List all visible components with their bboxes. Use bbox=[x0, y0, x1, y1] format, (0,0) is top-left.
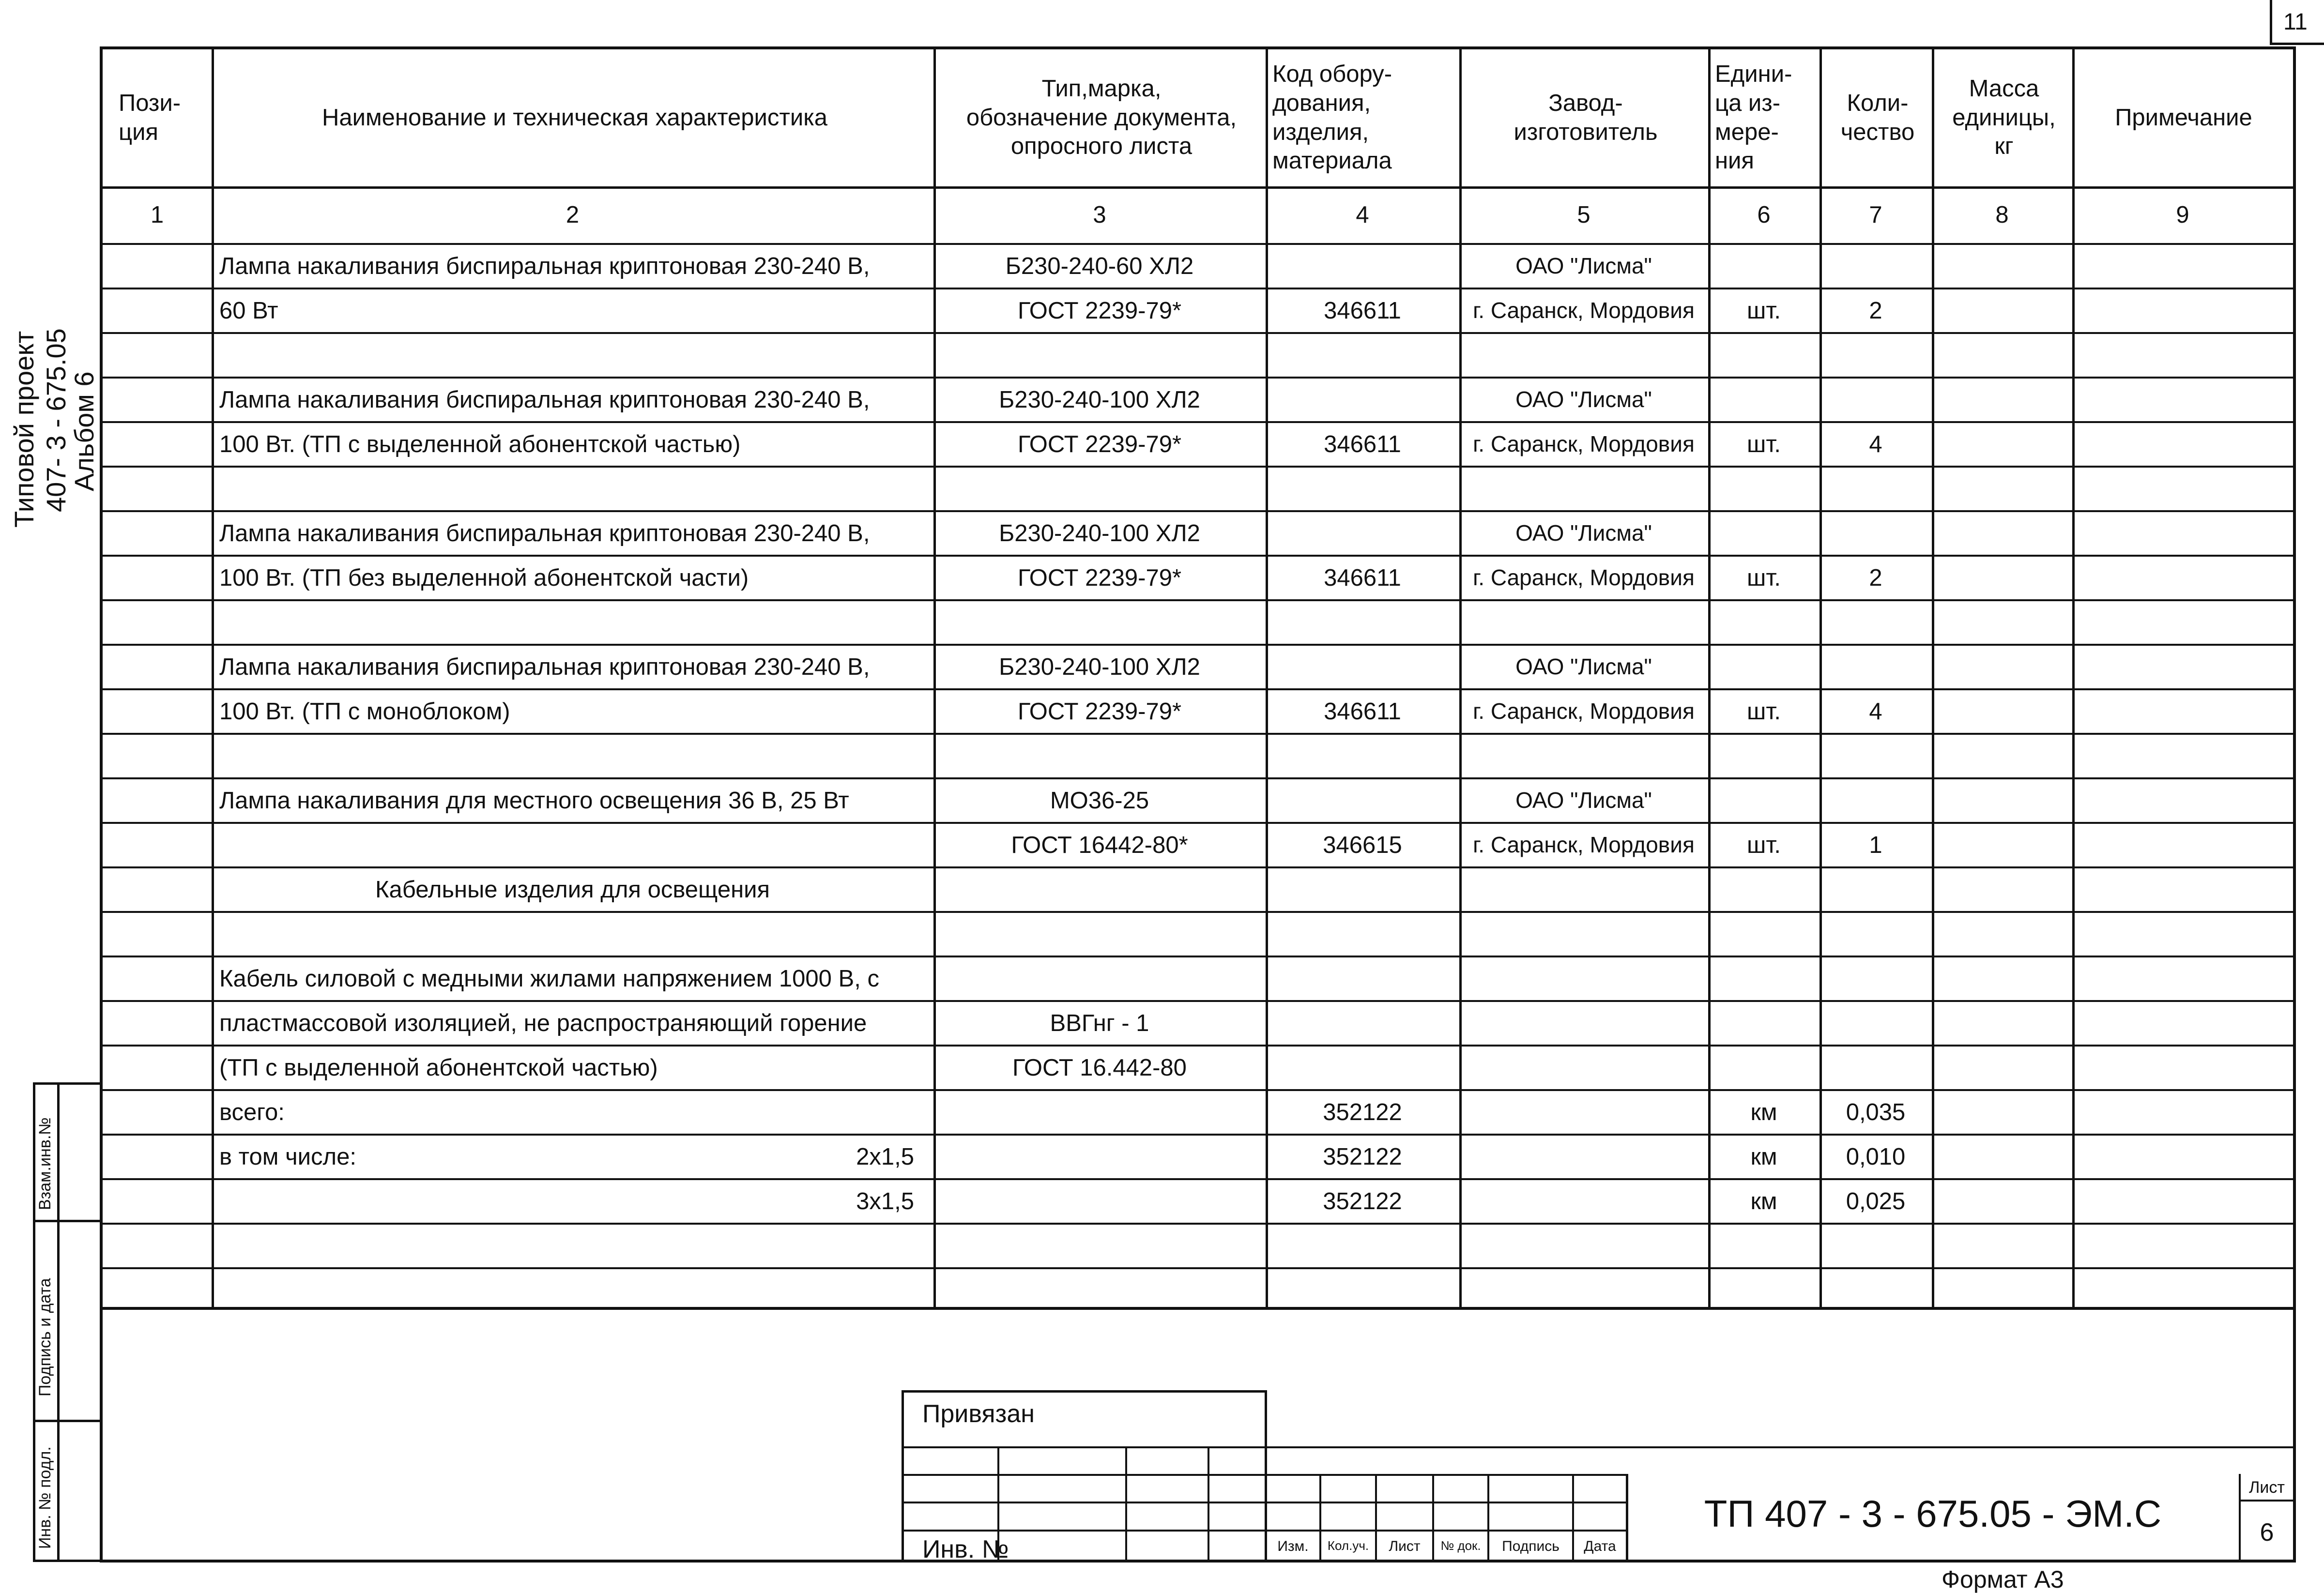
row-line bbox=[100, 288, 2296, 289]
row-name: в том числе: bbox=[219, 1144, 356, 1170]
tb-line bbox=[902, 1390, 1267, 1393]
row-name: 60 Вт bbox=[219, 298, 278, 324]
row-code: 346611 bbox=[1324, 698, 1401, 725]
stamp-strip-border bbox=[33, 1082, 101, 1085]
row-code: 346611 bbox=[1324, 565, 1401, 591]
row-name: 100 Вт. (ТП с моноблоком) bbox=[219, 698, 510, 725]
row-qty: 2 bbox=[1869, 565, 1882, 591]
frame-left bbox=[100, 46, 103, 1563]
row-type: МО36-25 bbox=[1050, 788, 1149, 814]
side-title-line-1: Типовой проект bbox=[9, 331, 39, 528]
row-name: Лампа накаливания биспиральная криптоновая 230-240 В, bbox=[219, 654, 870, 680]
header-code: Код обору- дования, изделия, материала bbox=[1272, 61, 1392, 174]
sig-col-list: Лист bbox=[1389, 1538, 1421, 1554]
inv-no-label: Инв. № bbox=[922, 1535, 1009, 1563]
row-line bbox=[100, 243, 2296, 245]
header-name: Наименование и техническая характеристика bbox=[321, 104, 827, 131]
row-maker: г. Саранск, Мордовия bbox=[1473, 431, 1695, 456]
tb-line bbox=[902, 1390, 904, 1562]
header-note: Примечание bbox=[2115, 104, 2252, 131]
row-code: 346611 bbox=[1324, 298, 1401, 324]
row-name: пластмассовой изоляцией, не распространяющий горение bbox=[219, 1010, 867, 1036]
row-name: Лампа накаливания биспиральная криптоновая 230-240 В, bbox=[219, 253, 870, 279]
row-type: ГОСТ 2239-79* bbox=[1017, 565, 1182, 591]
stamp-strip-border bbox=[33, 1220, 101, 1222]
sig-col-izm: Изм. bbox=[1277, 1538, 1309, 1554]
row-line bbox=[100, 377, 2296, 379]
tb-line bbox=[2239, 1500, 2295, 1502]
header-position bbox=[104, 49, 212, 186]
column-number: 1 bbox=[150, 202, 164, 228]
stamp-podpis-data: Подпись и дата bbox=[36, 1278, 54, 1396]
header-qty: Коли- чество bbox=[1840, 90, 1915, 145]
stamp-strip-border bbox=[57, 1083, 60, 1562]
row-type: Б230-240-60 ХЛ2 bbox=[1005, 253, 1194, 279]
row-name: Кабель силовой с медными жилами напряжением 1000 В, с bbox=[219, 966, 879, 992]
row-name: Лампа накаливания биспиральная криптоновая 230-240 В, bbox=[219, 387, 870, 413]
row-type: ГОСТ 16.442-80 bbox=[1012, 1055, 1187, 1081]
tb-line bbox=[902, 1446, 2296, 1448]
column-number: 4 bbox=[1356, 202, 1369, 228]
header-maker: Завод- изготовитель bbox=[1514, 90, 1658, 145]
row-qty: 4 bbox=[1869, 431, 1882, 457]
row-name: Кабельные изделия для освещения bbox=[375, 877, 770, 903]
side-title-line-2: 407- 3 - 675.05 bbox=[41, 328, 71, 512]
sig-col-doc: № док. bbox=[1440, 1538, 1481, 1553]
tb-line bbox=[1208, 1446, 1209, 1560]
row-line bbox=[100, 777, 2296, 779]
row-line bbox=[100, 1178, 2296, 1180]
column-number: 7 bbox=[1869, 202, 1882, 228]
row-qty: 1 bbox=[1869, 832, 1882, 858]
tb-line bbox=[1265, 1390, 1267, 1562]
tb-line bbox=[902, 1502, 1628, 1503]
row-maker: ОАО "Лисма" bbox=[1515, 387, 1652, 412]
row-code: 352122 bbox=[1323, 1144, 1402, 1170]
column-number: 3 bbox=[1093, 202, 1106, 228]
row-unit: км bbox=[1750, 1188, 1777, 1214]
row-line bbox=[100, 822, 2296, 824]
header-bottom-line bbox=[100, 186, 2296, 189]
page-number-border bbox=[2270, 0, 2272, 44]
stamp-strip-border bbox=[33, 1083, 35, 1562]
row-name-size: 3х1,5 bbox=[856, 1188, 914, 1214]
row-line bbox=[100, 1000, 2296, 1002]
row-name: Лампа накаливания биспиральная криптоновая 230-240 В, bbox=[219, 520, 870, 546]
stamp-strip-border bbox=[33, 1560, 101, 1562]
table-bottom-line bbox=[100, 1307, 2296, 1310]
row-line bbox=[100, 510, 2296, 512]
stamp-strip-border bbox=[33, 1420, 101, 1422]
row-line bbox=[100, 911, 2296, 913]
privyazan-label: Привязан bbox=[922, 1400, 1035, 1428]
row-qty: 0,035 bbox=[1846, 1099, 1906, 1125]
row-type: Б230-240-100 ХЛ2 bbox=[999, 520, 1200, 546]
sheet-number: 6 bbox=[2260, 1518, 2274, 1547]
row-type: ГОСТ 16442-80* bbox=[1011, 832, 1188, 858]
frame-bottom bbox=[100, 1560, 2296, 1563]
row-line bbox=[100, 1045, 2296, 1047]
row-unit: шт. bbox=[1747, 431, 1781, 457]
row-unit: км bbox=[1750, 1099, 1777, 1125]
row-maker: г. Саранск, Мордовия bbox=[1473, 698, 1695, 724]
frame-right bbox=[2293, 46, 2296, 1563]
stamp-vzam-inv: Взам.инв.№ bbox=[36, 1117, 54, 1210]
row-line bbox=[100, 466, 2296, 468]
column-line bbox=[2072, 46, 2075, 1308]
row-line bbox=[100, 1223, 2296, 1225]
row-unit: шт. bbox=[1747, 298, 1781, 324]
row-type: ГОСТ 2239-79* bbox=[1017, 431, 1182, 457]
sig-col-podpis: Подпись bbox=[1502, 1538, 1560, 1554]
row-name: 100 Вт. (ТП с выделенной абонентской частью) bbox=[219, 431, 741, 457]
row-line bbox=[100, 332, 2296, 334]
header-type: Тип,марка, обозначение документа, опросного листа bbox=[966, 75, 1237, 160]
row-type: ГОСТ 2239-79* bbox=[1017, 298, 1182, 324]
row-line bbox=[100, 1134, 2296, 1136]
row-type: ВВГнг - 1 bbox=[1050, 1010, 1149, 1036]
column-line bbox=[212, 46, 214, 1308]
column-line bbox=[1932, 46, 1934, 1308]
row-name-size: 2х1,5 bbox=[856, 1144, 914, 1170]
row-qty: 2 bbox=[1869, 298, 1882, 324]
row-type: Б230-240-100 ХЛ2 bbox=[999, 654, 1200, 680]
row-type: Б230-240-100 ХЛ2 bbox=[999, 387, 1200, 413]
row-code: 346615 bbox=[1323, 832, 1402, 858]
tb-line bbox=[902, 1530, 1628, 1532]
row-unit: шт. bbox=[1747, 832, 1781, 858]
row-maker: г. Саранск, Мордовия bbox=[1473, 298, 1695, 323]
page-number-border bbox=[2270, 43, 2324, 45]
row-line bbox=[100, 688, 2296, 690]
column-number: 2 bbox=[566, 202, 580, 228]
row-maker: г. Саранск, Мордовия bbox=[1473, 565, 1695, 590]
row-line bbox=[100, 421, 2296, 423]
row-name: Лампа накаливания для местного освещения 36 В, 25 Вт bbox=[219, 788, 849, 814]
row-unit: шт. bbox=[1747, 698, 1781, 725]
row-line bbox=[100, 644, 2296, 646]
row-qty: 4 bbox=[1869, 698, 1882, 725]
document-code: ТП 407 - 3 - 675.05 - ЭМ.С bbox=[1704, 1492, 2162, 1535]
row-line bbox=[100, 733, 2296, 735]
row-maker: г. Саранск, Мордовия bbox=[1473, 832, 1695, 857]
format-label: Формат А3 bbox=[1942, 1566, 2064, 1593]
tb-line bbox=[902, 1474, 1628, 1476]
row-type: ГОСТ 2239-79* bbox=[1017, 698, 1182, 725]
row-line bbox=[100, 599, 2296, 601]
row-maker: ОАО "Лисма" bbox=[1515, 788, 1652, 813]
column-number: 6 bbox=[1757, 202, 1771, 228]
row-line bbox=[100, 555, 2296, 557]
column-number: 9 bbox=[2176, 202, 2189, 228]
stamp-inv-podl: Инв. № подл. bbox=[36, 1446, 54, 1549]
row-line bbox=[100, 1089, 2296, 1091]
row-maker: ОАО "Лисма" bbox=[1515, 253, 1652, 278]
row-code: 346611 bbox=[1324, 431, 1401, 457]
row-name: (ТП с выделенной абонентской частью) bbox=[219, 1055, 658, 1081]
row-maker: ОАО "Лисма" bbox=[1515, 520, 1652, 546]
row-name: всего: bbox=[219, 1099, 285, 1125]
row-unit: км bbox=[1750, 1144, 1777, 1170]
row-qty: 0,025 bbox=[1846, 1188, 1906, 1214]
tb-line bbox=[1125, 1446, 1127, 1560]
sig-col-kol-uch: Кол.уч. bbox=[1327, 1538, 1369, 1553]
row-qty: 0,010 bbox=[1846, 1144, 1906, 1170]
row-line bbox=[100, 1267, 2296, 1269]
row-code: 352122 bbox=[1323, 1188, 1402, 1214]
row-maker: ОАО "Лисма" bbox=[1515, 654, 1652, 679]
row-name: 100 Вт. (ТП без выделенной абонентской части) bbox=[219, 565, 749, 591]
row-line bbox=[100, 956, 2296, 957]
column-number: 8 bbox=[1995, 202, 2009, 228]
header-unit: Едини- ца из- мере- ния bbox=[1715, 61, 1792, 174]
row-line bbox=[100, 866, 2296, 868]
sheet-label: Лист bbox=[2249, 1478, 2285, 1497]
sig-col-data: Дата bbox=[1584, 1538, 1616, 1554]
page-number: 11 bbox=[2283, 9, 2308, 35]
column-number: 5 bbox=[1577, 202, 1590, 228]
header-mass: Масса единицы, кг bbox=[1952, 75, 2056, 160]
side-title-line-3: Альбом 6 bbox=[69, 371, 99, 491]
header-position-text: Пози- ция bbox=[119, 90, 181, 145]
row-code: 352122 bbox=[1323, 1099, 1402, 1125]
row-unit: шт. bbox=[1747, 565, 1781, 591]
